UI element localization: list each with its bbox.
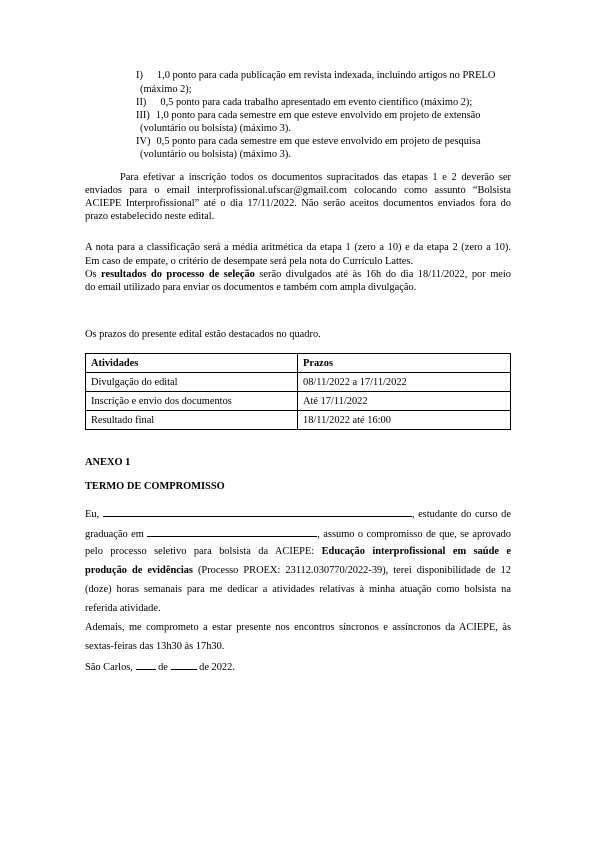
table-cell: Inscrição e envio dos documentos xyxy=(86,392,298,411)
table-cell: Resultado final xyxy=(86,411,298,430)
table-row xyxy=(86,411,511,430)
criteria-item-1-cont: (máximo 2); xyxy=(140,84,192,95)
annex-line-8: sextas-feiras das 13h30 às 17h30. xyxy=(85,641,225,652)
table-cell: Divulgação do edital xyxy=(86,373,298,392)
table-row xyxy=(86,392,511,411)
annex-line-7: Ademais, me comprometo a estar presente nos encontros síncronos e assíncronos da ACIEPE, às xyxy=(85,622,511,633)
criteria-item-1: I) 1,0 ponto para cada publicação em revista indexada, incluindo artigos no PRELO xyxy=(136,70,496,81)
table-cell: 18/11/2022 até 16:00 xyxy=(298,411,511,430)
course-blank xyxy=(147,527,317,537)
document-page: I) 1,0 ponto para cada publicação em revista indexada, incluindo artigos no PRELO (máximo 2); II) 0,5 ponto para cada trabalho apresentado em evento científico (máximo 2); III) 1,0 ponto para cada semestre em que esteve envolvido em projeto de extensão (voluntário ou bolsista) (máximo 3). IV) 0,5 ponto para cada semestre em que esteve envolvido em projeto de pesquisa (voluntário ou bolsista) (máximo 3). Para efetivar a inscrição todos os documentos supracitados das etapas 1 e 2 deverão ser enviados para o email interprofissional.ufscar@gmail.com colocando como assunto “Bolsista ACIEPE Interprofissional” até o dia 17/11/2022. Não serão aceitos documentos enviados fora do prazo estabelecido neste edital. A nota para a classificação será a média aritmética da etapa 1 (zero a 10) e da etapa 2 (zero a 10). Em caso de empate, o critério de desempate será pela nota do Currículo Lattes. Os resultados do processo de seleção serão divulgados até às 16h do dia 18/11/2022, por meio do email utilizado para enviar os documentos e também com ampla divulgação. Os prazos do presente edital estão destacados no quadro. Atividades Prazos Divulgação do edital 08/11/2022 a 17/11/2022 Inscrição e envio dos documentos Até 17/11/2022 Resultado final 18/11/2022 até 16:00 ANEXO 1 TERMO DE COMPROMISSO Eu, , estudante do curso de graduação em , assumo o compromisso de que, se aprovado pelo processo seletivo para bolsista da ACIEPE: Educação interprofissional em saúde e produção de evidências (Processo PROEX: 23112.030770/2022-39), terei disponibilidade de 12 (doze) horas semanais para me dedicar a atividades relativas à minha atuação como bolsista na referida atividade. Ademais, me comprometo a estar presente nos encontros síncronos e assíncronos da ACIEPE, às sextas-feiras das 13h30 às 17h30. São Carlos, de de 2022. xyxy=(85,70,511,673)
annex-title: ANEXO 1 xyxy=(85,457,131,468)
annex-line-name: Eu, , estudante do curso de xyxy=(85,509,511,520)
annex-subtitle: TERMO DE COMPROMISSO xyxy=(85,481,225,492)
month-blank xyxy=(171,660,197,670)
annex-line-course: graduação em , assumo o compromisso de que, se aprovado xyxy=(85,529,511,540)
paragraph-resultados-cont: do email utilizado para enviar os documentos e também com ampla divulgação. xyxy=(85,282,417,293)
criteria-item-4-cont: (voluntário ou bolsista) (máximo 3). xyxy=(140,149,291,160)
paragraph-resultados: Os resultados do processo de seleção serão divulgados até às 16h do dia 18/11/2022, por meio xyxy=(85,269,511,280)
annex-line-5: (doze) horas semanais para me dedicar a atividades relativas à minha atuação como bolsista na xyxy=(85,584,511,595)
annex-date-line: São Carlos, de de 2022. xyxy=(85,662,235,673)
name-blank xyxy=(103,507,412,517)
table-header-row xyxy=(86,354,511,373)
table-row xyxy=(86,373,511,392)
criteria-item-2: II) 0,5 ponto para cada trabalho apresentado em evento científico (máximo 2); xyxy=(136,97,473,108)
table-header-deadlines: Prazos xyxy=(298,354,511,373)
annex-line-3: pelo processo seletivo para bolsista da ACIEPE: Educação interprofissional em saúde e xyxy=(85,546,511,557)
day-blank xyxy=(136,660,156,670)
deadlines-table xyxy=(85,353,511,430)
table-cell: 08/11/2022 a 17/11/2022 xyxy=(298,373,511,392)
annex-line-6: referida atividade. xyxy=(85,603,161,614)
criteria-item-3-cont: (voluntário ou bolsista) (máximo 3). xyxy=(140,123,291,134)
paragraph-desempate: Em caso de empate, o critério de desempate será pela nota do Currículo Lattes. xyxy=(85,256,414,267)
criteria-item-3: III) 1,0 ponto para cada semestre em que esteve envolvido em projeto de extensão xyxy=(136,110,481,121)
paragraph-nota: A nota para a classificação será a média aritmética da etapa 1 (zero a 10) e da etapa 2 (zero a 10). xyxy=(85,242,511,253)
annex-line-4: produção de evidências (Processo PROEX: 23112.030770/2022-39), terei disponibilidade de 12 xyxy=(85,565,511,576)
criteria-item-4: IV) 0,5 ponto para cada semestre em que esteve envolvido em projeto de pesquisa xyxy=(136,136,481,147)
paragraph-prazos-intro: Os prazos do presente edital estão destacados no quadro. xyxy=(85,329,321,340)
table-cell: Até 17/11/2022 xyxy=(298,392,511,411)
table-header-activities: Atividades xyxy=(86,354,298,373)
